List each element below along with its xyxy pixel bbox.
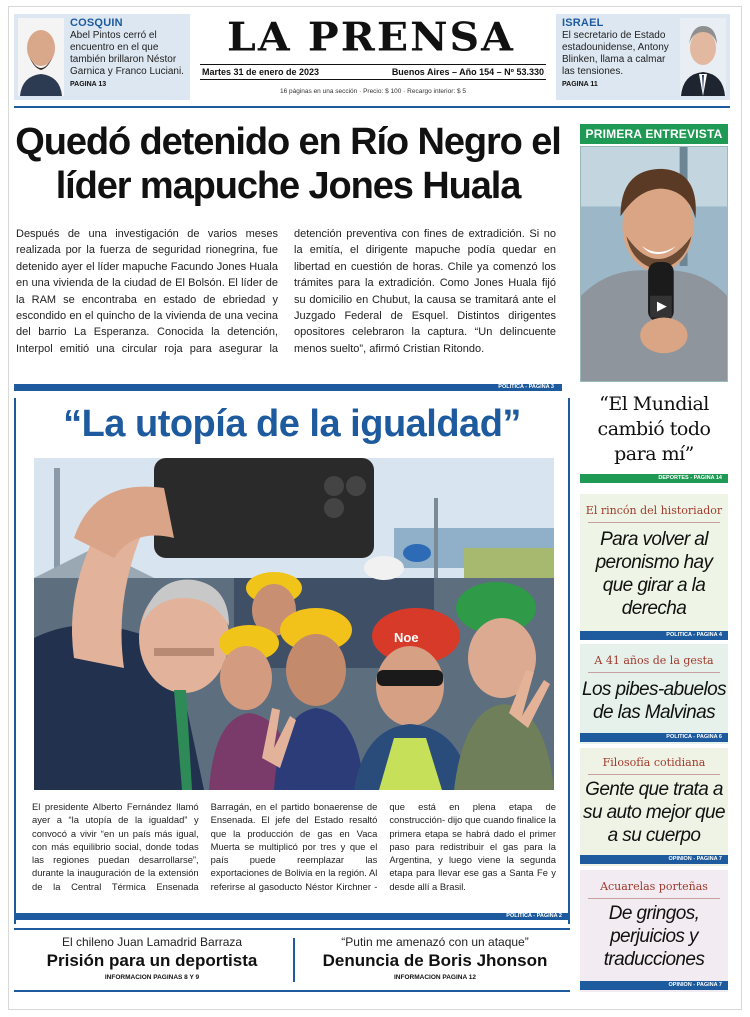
opinion-kicker: Filosofía cotidiana — [602, 756, 706, 769]
feature-section-bar — [14, 913, 570, 920]
brief-kicker: “Putin me amenazó con un ataque” — [341, 935, 529, 949]
opinion-kicker: A 41 años de la gesta — [594, 654, 714, 667]
brief-divider — [293, 938, 295, 982]
briefs-rule-bottom — [14, 990, 570, 992]
lead-section-tag[interactable]: POLITICA - PAGINA 3 — [498, 384, 554, 390]
opinion-section-bar — [580, 981, 728, 990]
interview-section-tag[interactable]: DEPORTES - PAGINA 14 — [658, 475, 722, 481]
opinion-title: De gringos, perjuicios y traducciones — [603, 903, 705, 970]
opinion-acuarelas[interactable] — [580, 870, 728, 992]
brief-page: INFORMACION PAGINAS 8 Y 9 — [104, 974, 200, 981]
kicker-divider — [588, 672, 720, 673]
opinion-title: Gente que trata a su auto mejor que a su cuerpo — [583, 779, 725, 846]
teaser-page: PAGINA 13 — [70, 81, 107, 88]
kicker-divider — [588, 522, 720, 523]
brief-title: Prisión para un deportista — [46, 951, 258, 970]
opinion-historiador[interactable] — [580, 494, 728, 640]
lead-headline[interactable]: Quedó detenido en Río Negro el líder mapuche Jones Huala — [15, 121, 561, 207]
feature-caption: El presidente Alberto Fernández llamó ayer a “la utopía de la igualdad” y convocó a vivir “en un país más igual, con más equilibrio social, donde todas las regiones puedan desarrollarse”, durante la inauguración de la extensión de la Central Térmica Ensenada Barragán, en el partido bonaerense de Ensenada. El jefe del Estado resaltó que la producción de gas en Vaca Muerta se multiplicó por tres y que el país puede reemplazar las exportaciones de Bolivia en la región. Al referirse al gasoducto Néstor Kirchner -que está en plena etapa de construcción- dijo que cuando finalice la primera etapa se habrá dado el primer paso para redistribuir el gas para la Argentina, y luego viene la segunda etapa para llevar ese gas a Santa Fe y desde allí a Brasil. — [32, 801, 556, 892]
interview-photo[interactable] — [580, 146, 728, 382]
brief-title: Denuncia de Boris Jhonson — [322, 951, 548, 970]
brief-boris[interactable] — [300, 934, 570, 981]
dateline — [200, 64, 546, 80]
opinion-section-tag[interactable]: OPINION - PAGINA 7 — [668, 982, 722, 988]
opinion-section-tag[interactable]: OPINION - PAGINA 7 — [668, 856, 722, 862]
lead-body: Después de una investigación de varios meses realizada por la fuerza de seguridad rionegrina, fue detenido ayer el líder mapuche Facundo Jones Huala en una vivienda de la ciudad de El Bolsón. El líder de la RAM se encontraba en estado de ebriedad y escondido en el quincho de la vivienda de una vecina del barrio La Esperanza. Conocida la detención, Interpol emitió una circular roja para asegurar la detención preventiva con fines de extradición. Si no la emitía, el dirigente mapuche podía quedar en libertad en cuestión de horas. Chile ya comenzó los trámites para la extradición. Como Jones Huala fijó su domicilio en Chubut, la causa se tramitará ante el Juzgado Federal de Esquel. Distintos dirigentes opositores celebraron la captura. “Un delincuente menos suelto”, afirmó Cristian Ritondo. — [16, 228, 556, 355]
kicker-divider — [588, 898, 720, 899]
opinion-section-tag[interactable]: POLITICA - PAGINA 6 — [666, 734, 722, 740]
teaser-portrait-image — [680, 18, 726, 96]
teaser-kicker: COSQUIN — [70, 17, 123, 29]
teaser-text: Abel Pintos cerró el encuentro en el que también brillaron Néstor Garnica y Franco Luciani. — [70, 30, 184, 77]
teaser-kicker: ISRAEL — [562, 17, 604, 29]
feature-section-tag[interactable]: POLITICA - PAGINA 2 — [506, 913, 562, 919]
newspaper-logo[interactable]: LA PRENSA — [227, 14, 515, 60]
brief-kicker: El chileno Juan Lamadrid Barraza — [61, 935, 243, 949]
masthead-rule — [14, 106, 730, 108]
kicker-divider — [588, 774, 720, 775]
opinion-kicker: El rincón del historiador — [585, 504, 723, 517]
interview-label[interactable]: PRIMERA ENTREVISTA — [580, 124, 728, 144]
teaser-cosquin[interactable] — [14, 14, 190, 100]
brief-deportista[interactable] — [16, 934, 288, 981]
lead-section-bar — [14, 384, 562, 391]
opinion-filosofia[interactable] — [580, 748, 728, 866]
opinion-title: Para volver al peronismo hay que girar a la derecha — [595, 529, 713, 619]
interview-section-bar — [580, 474, 728, 483]
helmet-name-badge: Noe — [394, 630, 419, 645]
teaser-page: PAGINA 11 — [562, 81, 598, 88]
briefs-rule-top — [14, 928, 570, 930]
issue-date: Martes 31 de enero de 2023 — [202, 67, 320, 77]
opinion-section-bar — [580, 855, 728, 864]
opinion-malvinas[interactable] — [580, 644, 728, 744]
teaser-portrait-image — [18, 18, 64, 96]
teaser-text: El secretario de Estado estadounidense, Antony Blinken, llama a calmar las tensiones. — [562, 30, 669, 77]
teaser-israel[interactable] — [556, 14, 730, 100]
brief-page: INFORMACION PAGINA 12 — [394, 974, 476, 981]
feature-selfie-photo[interactable] — [34, 458, 554, 790]
opinion-section-tag[interactable]: POLITICA - PAGINA 4 — [666, 632, 722, 638]
opinion-title: Los pibes-abuelos de las Malvinas — [581, 679, 727, 723]
price-line: 16 páginas en una sección · Precio: $ 100 · Recargo interior: $ 5 — [279, 88, 467, 95]
opinion-section-bar — [580, 733, 728, 742]
opinion-section-bar — [580, 631, 728, 640]
feature-headline[interactable]: “La utopía de la igualdad” — [63, 403, 521, 445]
issue-edition: Buenos Aires – Año 154 – Nº 53.330 — [391, 67, 544, 77]
opinion-kicker: Acuarelas porteñas — [600, 880, 708, 893]
interview-quote[interactable]: “El Mundial cambió todo para mí” — [597, 393, 711, 465]
